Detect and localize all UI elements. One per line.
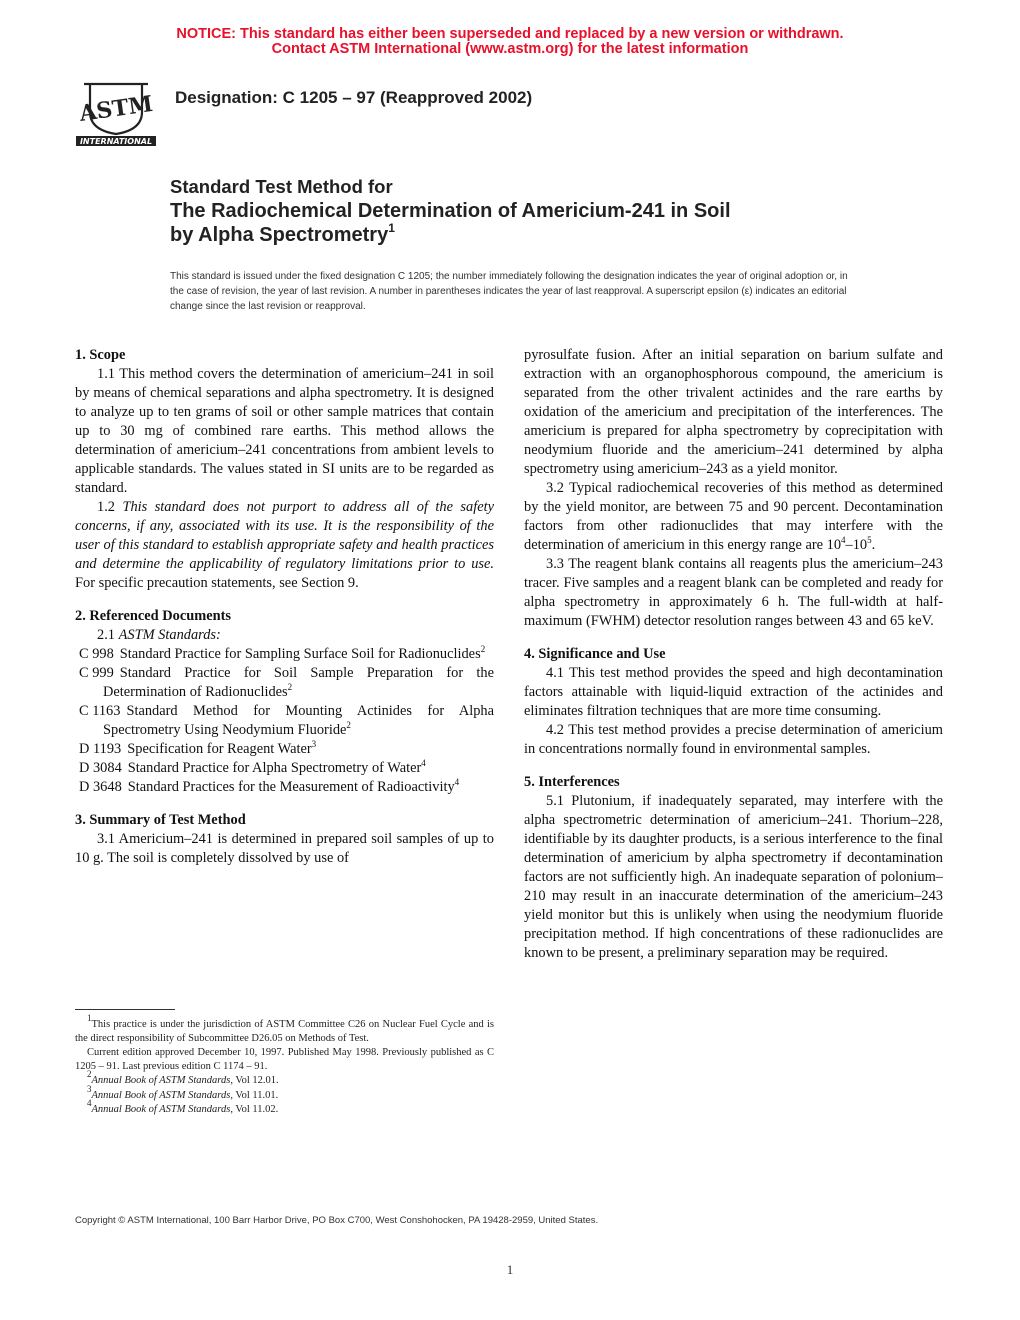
section-heading-interferences: 5. Interferences: [524, 774, 620, 790]
footnote-1-edition: Current edition approved December 10, 1997. Published May 1998. Previously published as C 1205 – 91. Last previous edition C 1174 – 91.: [75, 1047, 494, 1072]
right-column: [524, 346, 943, 963]
footnote-2-volume: , Vol 12.01.: [230, 1075, 279, 1086]
section-heading-referenced: 2. Referenced Documents: [75, 608, 231, 624]
reference-item: [75, 645, 494, 664]
footnote-2: [75, 1069, 494, 1088]
footnote-3-volume: , Vol 11.01.: [230, 1089, 279, 1101]
paragraph-5-1: 5.1 Plutonium, if inadequately separated, may interfere with the alpha spectrometric determination of americium–241. Thorium–228, identifiable by its daughter products, is a serious interference to the final determination of americium by alpha spectrometry if decontamination factors are not sufficiently high. An inadequate separation of polonium–210 may result in an inaccurate determination of the americium–243 yield monitor but this is unlikely when using the neodymium fluoride precipitation method. If high concentrations of these radionuclides are known to be present, a preliminary separation may be required.: [524, 793, 943, 961]
logo-caption: INTERNATIONAL: [79, 137, 153, 146]
paragraph-1-2: [75, 498, 494, 593]
paragraph-1-2-tail: For specific precaution statements, see Section 9.: [75, 575, 359, 591]
range-separator: –10: [845, 537, 868, 553]
paragraph-1-2-number: 1.2: [97, 499, 115, 515]
footnote-3: [75, 1083, 494, 1103]
designation: Designation: C 1205 – 97 (Reapproved 2002): [175, 88, 533, 107]
superseded-notice: [0, 27, 1020, 57]
paragraph-3-3: 3.3 The reagent blank contains all reagents plus the americium–243 tracer. Five samples and a reagent blank can be completed and ready for alpha spectrometry in approximately 6 h. The full-width at half-maximum (FWHM) detector resolution ranges between 43 and 65 keV.: [524, 556, 943, 629]
footnote-2-mark: 2: [87, 1069, 92, 1079]
footnote-4-volume: , Vol 11.02.: [230, 1104, 279, 1115]
reference-code: C 998: [79, 646, 114, 662]
paragraph-3-2-text: 3.2 Typical radiochemical recoveries of this method as determined by the yield monitor, are between 75 and 90 percent. Decontamination factors from other radionuclides that may interfere with the determination of americium in this energy range are 10: [524, 480, 943, 553]
reference-footnote-mark: 3: [311, 739, 317, 749]
reference-code: D 3648: [79, 779, 122, 795]
paragraph-3-1-start: 3.1 Americium–241 is determined in prepared soil samples of up to 10 g. The soil is completely dissolved by use of: [75, 831, 494, 866]
left-column: [75, 346, 494, 868]
title-prefix: Standard Test Method for: [170, 176, 393, 197]
logo-letters: ASTM: [77, 90, 155, 127]
section-heading-scope: 1. Scope: [75, 347, 126, 363]
document-title: [170, 175, 870, 247]
reference-title: Standard Method for Mounting Actinides for Alpha Spectrometry Using Neodymium Fluoride: [103, 703, 494, 738]
footnote-3-mark: 3: [87, 1083, 92, 1094]
footnote-1-mark: 1: [87, 1013, 92, 1023]
reference-title: Standard Practice for Soil Sample Preparation for the Determination of Radionuclides: [103, 665, 494, 700]
footnote-2-title: Annual Book of ASTM Standards: [91, 1075, 231, 1086]
footnote-1-text: This practice is under the jurisdiction of ASTM Committee C26 on Nuclear Fuel Cycle and is the direct responsibility of Subcommittee D26.05 on Methods of Test.: [75, 1019, 494, 1044]
subsection-2-1: [75, 626, 494, 645]
footnote-1: [75, 1013, 494, 1045]
reference-item: [75, 759, 494, 778]
paragraph-1-1: 1.1 This method covers the determination of americium–241 in soil by means of chemical separations and alpha spectrometry. It is designed to analyze up to ten grams of soil or other sample matrices that contain up to 30 mg of combined rare earths. This method allows the determination of americium–241 concentrations from ambient levels to applicable standards. The values stated in SI units are to be regarded as standard.: [75, 366, 494, 496]
footnote-3-title: Annual Book of ASTM Standards: [91, 1089, 231, 1101]
footnote-4-title: Annual Book of ASTM Standards: [91, 1104, 231, 1115]
reference-footnote-mark: 2: [480, 644, 486, 654]
reference-title: Standard Practice for Sampling Surface Soil for Radionuclides: [119, 646, 481, 662]
reference-footnote-mark: 4: [454, 777, 460, 787]
paragraph-3-2: [524, 479, 943, 555]
reference-footnote-mark: 2: [287, 682, 293, 692]
sentence-end: .: [871, 537, 876, 553]
notice-line-1: NOTICE: This standard has either been superseded and replaced by a new version or withdrawn.: [176, 26, 844, 42]
reference-code: C 999: [79, 665, 114, 681]
reference-item: [75, 664, 494, 702]
title-line-2-text: by Alpha Spectrometry: [170, 224, 389, 246]
notice-line-2: Contact ASTM International (www.astm.org) for the latest information: [271, 41, 749, 57]
exponent-high: 5: [867, 535, 872, 545]
issuance-statement: This standard is issued under the fixed designation C 1205; the number immediately following the designation indicates the year of original adoption or, in the case of revision, the year of last revision. A number in parentheses indicates the year of last reapproval. A superscript epsilon (ε) indicates an editorial change since the last revision or reapproval.: [170, 271, 848, 312]
safety-caveat: This standard does not purport to address all of the safety concerns, if any, associated with its use. It is the responsibility of the user of this standard to establish appropriate safety and health practices and determine the applicability of regulatory limitations prior to use.: [75, 499, 494, 572]
paragraph-3-1-continued: pyrosulfate fusion. After an initial separation on barium sulfate and extraction with an organophosphorous compound, the americium is separated from the other trivalent actinides and the rare earths by oxidation of the americium and precipitation of the interferences. The americium is prepared for alpha spectrometry by coprecipitation with neodymium fluoride and the americium–241 determined by alpha spectrometry using americium–243 as a yield monitor.: [524, 347, 943, 477]
reference-footnote-mark: 4: [421, 758, 426, 768]
subsection-2-1-number: 2.1: [97, 627, 115, 643]
title-line-2: [170, 223, 870, 247]
reference-title: Standard Practices for the Measurement of Radioactivity: [127, 779, 455, 795]
exponent-low: 4: [841, 535, 846, 545]
subsection-2-1-label: ASTM Standards:: [118, 627, 221, 643]
reference-item: [75, 740, 494, 759]
section-heading-significance: 4. Significance and Use: [524, 646, 666, 662]
reference-item: [75, 702, 494, 740]
section-heading-summary: 3. Summary of Test Method: [75, 812, 246, 828]
reference-code: D 1193: [79, 741, 122, 757]
footnotes: [75, 1013, 494, 1117]
page-number: 1: [506, 1262, 514, 1277]
footnote-4: [75, 1098, 494, 1117]
reference-footnote-mark: 2: [346, 720, 351, 730]
paragraph-4-2: 4.2 This test method provides a precise determination of americium in concentrations normally found in environmental samples.: [524, 722, 943, 757]
reference-title: Standard Practice for Alpha Spectrometry of Water: [127, 760, 422, 776]
reference-item: [75, 778, 494, 797]
title-line-1: The Radiochemical Determination of Americium-241 in Soil: [170, 200, 731, 222]
astm-logo: [70, 72, 162, 150]
paragraph-4-1: 4.1 This test method provides the speed and high decontamination factors attainable with liquid-liquid extraction of the actinides and eliminates filtration techniques that are more time consuming.: [524, 665, 943, 719]
reference-title: Specification for Reagent Water: [127, 741, 312, 757]
footnote-rule: [75, 1009, 175, 1010]
footnote-4-mark: 4: [87, 1098, 92, 1108]
title-footnote-mark: 1: [388, 221, 395, 235]
reference-code: D 3084: [79, 760, 122, 776]
copyright-line: Copyright © ASTM International, 100 Barr Harbor Drive, PO Box C700, West Conshohocken, PA 19428-2959, United States.: [75, 1215, 599, 1226]
reference-code: C 1163: [79, 703, 121, 719]
